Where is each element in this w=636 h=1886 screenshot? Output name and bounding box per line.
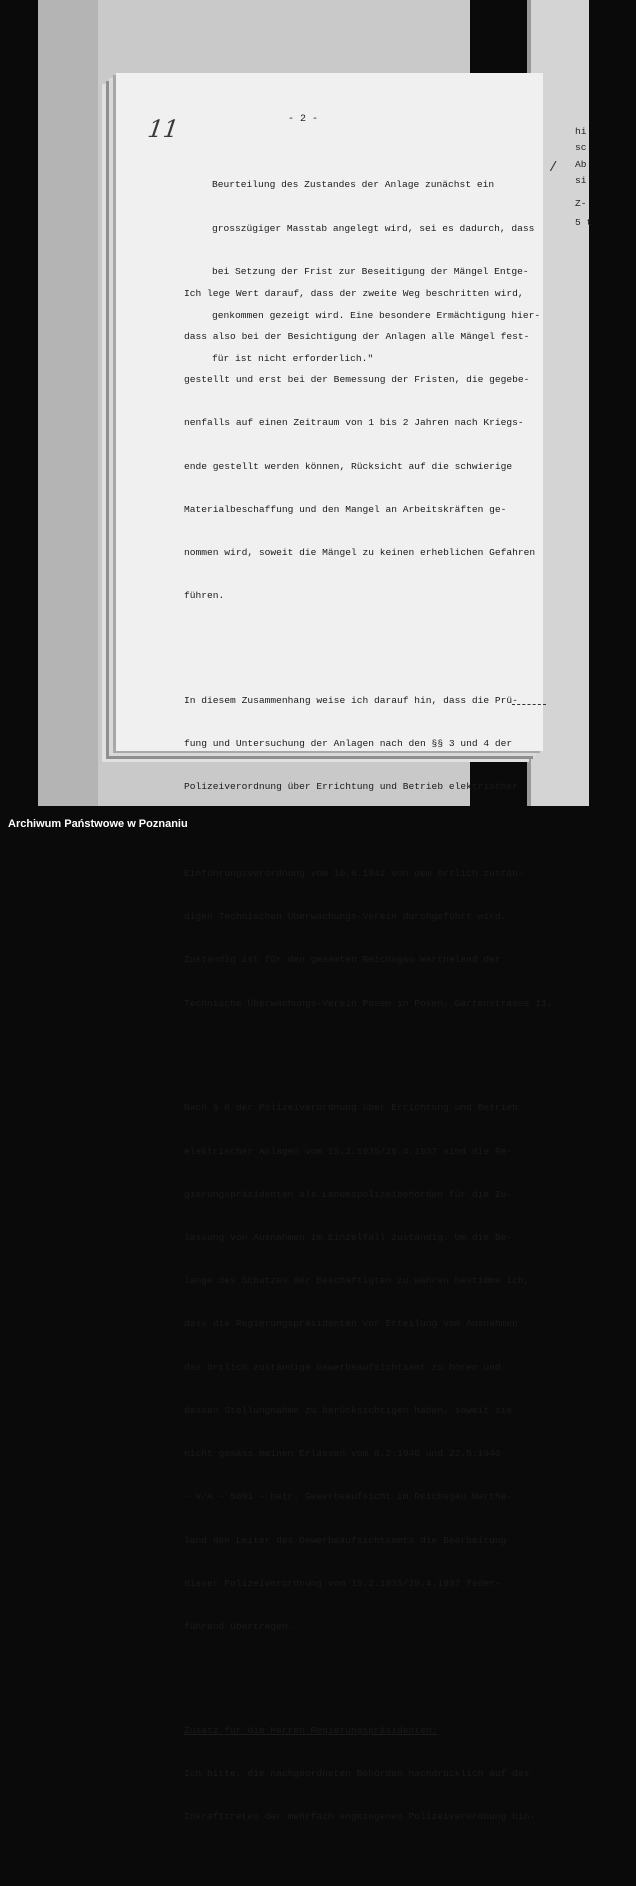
background-sheet-shade: [38, 0, 98, 806]
text-line: elektrischer Anlagen vom 15.2.1935/29.4.1937 sind die Re-: [184, 1145, 513, 1157]
handwritten-folio-number: 11: [146, 115, 181, 143]
text-line: gestellt und erst bei der Bemessung der Fristen, die gegebe-: [184, 374, 530, 386]
paragraph-exemptions: [184, 1073, 544, 1664]
text-line: für ist nicht erforderlich.": [212, 353, 374, 364]
text-line: das örtlich zuständige Gewerbeaufsichtsamt zu hören und: [184, 1361, 501, 1373]
text-line: gierungspräsidenten als Landespolizeibehörden für die Zu-: [184, 1188, 513, 1200]
text-line: digen Technischen Überwachungs-Verein durchgeführt wird.: [184, 911, 507, 923]
text-line: lassung von Ausnahmen im Einzelfall zuständig. Um die Be-: [184, 1232, 513, 1244]
text-line: Zuständig ist für den gesamten Reichsgau Wartheland der: [184, 954, 501, 966]
adjacent-page-fragment: sc: [575, 142, 587, 153]
text-line: - V/A - 5801 - betr. Gewerbeaufsicht im Reichsgau Warthe-: [184, 1491, 513, 1503]
text-line: fung und Untersuchung der Anlagen nach den §§ 3 und 4 der: [184, 738, 513, 750]
text-line: Ich bitte, die nachgeordneten Behörden nachdrücklich auf das: [184, 1768, 530, 1780]
document-page: [116, 73, 553, 1823]
addendum-heading: Zusatz für die Herren Regierungspräsidenten:: [184, 1724, 438, 1736]
text-line: dass die Regierungspräsidenten vor Erteilung von Ausnahmen: [184, 1318, 518, 1330]
text-line: Materialbeschaffung und den Mangel an Arbeitskräften ge-: [184, 503, 507, 515]
archive-watermark: Archiwum Państwowe w Poznaniu: [8, 818, 188, 830]
addendum: [184, 1695, 544, 1853]
text-line: nicht gemäss meinen Erlassen vom 8.2.1940 und 22.5.1940: [184, 1448, 501, 1460]
text-line: dass also bei der Besichtigung der Anlagen alle Mängel fest-: [184, 330, 530, 342]
page-number: - 2 -: [288, 114, 319, 125]
adjacent-page-fragment: si: [575, 175, 587, 186]
text-line: führen.: [184, 590, 225, 602]
text-line: Nach § 6 der Polizeiverordnung über Errichtung und Betrieb: [184, 1102, 518, 1114]
text-line: dieser Polizeiverordnung vom 15.2.1935/29.4.1937 feder-: [184, 1577, 501, 1589]
adjacent-page-fragment: Ab: [575, 159, 587, 170]
margin-pencil-mark: /: [549, 160, 558, 176]
text-line: nommen wird, soweit die Mängel zu keinen erheblichen Gefahren: [184, 546, 536, 558]
document-body: [184, 229, 553, 1886]
text-line: dessen Stellungnahme zu berücksichtigen haben, soweit sie: [184, 1404, 513, 1416]
text-line: Technische Überwachungs-Verein Posen in Posen, Gartenstrasse 11.: [184, 997, 553, 1009]
paragraph-technical-supervision: [184, 665, 553, 1040]
text-line: Ich lege Wert darauf, dass der zweite Weg beschritten wird,: [184, 287, 524, 299]
text-line: Inkrafttreten der mehrfach angezogenen Polizeiverordnung hin-: [184, 1811, 536, 1823]
text-line: Polizeiverordnung über Errichtung und Betrieb elektrischer: [184, 781, 518, 793]
paragraph-inspection: [184, 258, 544, 633]
text-line: lange des Schutzes der Beschäftigten zu wahren bestimme ich,: [184, 1275, 530, 1287]
adjacent-page-fragment: Z-: [575, 198, 587, 209]
text-line: In diesem Zusammenhang weise ich darauf hin, dass die Prü-: [184, 695, 518, 706]
text-line: grosszügiger Masstab angelegt wird, sei es dadurch, dass: [212, 222, 535, 234]
text-line: Beurteilung des Zustandes der Anlage zunächst ein: [212, 179, 495, 190]
text-line: nenfalls auf einen Zeitraum von 1 bis 2 Jahren nach Kriegs-: [184, 417, 524, 429]
text-line: Einführungsverordnung vom 10.8.1942 von dem örtlich zustän-: [184, 867, 524, 879]
text-line: bei Setzung der Frist zur Beseitigung der Mängel Entge-: [212, 266, 529, 277]
text-line: genkommen gezeigt wird. Eine besondere Ermächtigung hier-: [212, 309, 541, 321]
adjacent-page-fragment: hi: [575, 126, 587, 137]
continuation-dash: [512, 704, 546, 705]
text-line: ende gestellt werden können, Rücksicht auf die schwierige: [184, 460, 513, 472]
text-line: führend übertragen.: [184, 1621, 294, 1632]
adjacent-page-fragment: 5 t: [575, 217, 593, 228]
text-line: land den Leiter des Gewerbeaufsichtsamts die Bearbeitung: [184, 1534, 507, 1546]
